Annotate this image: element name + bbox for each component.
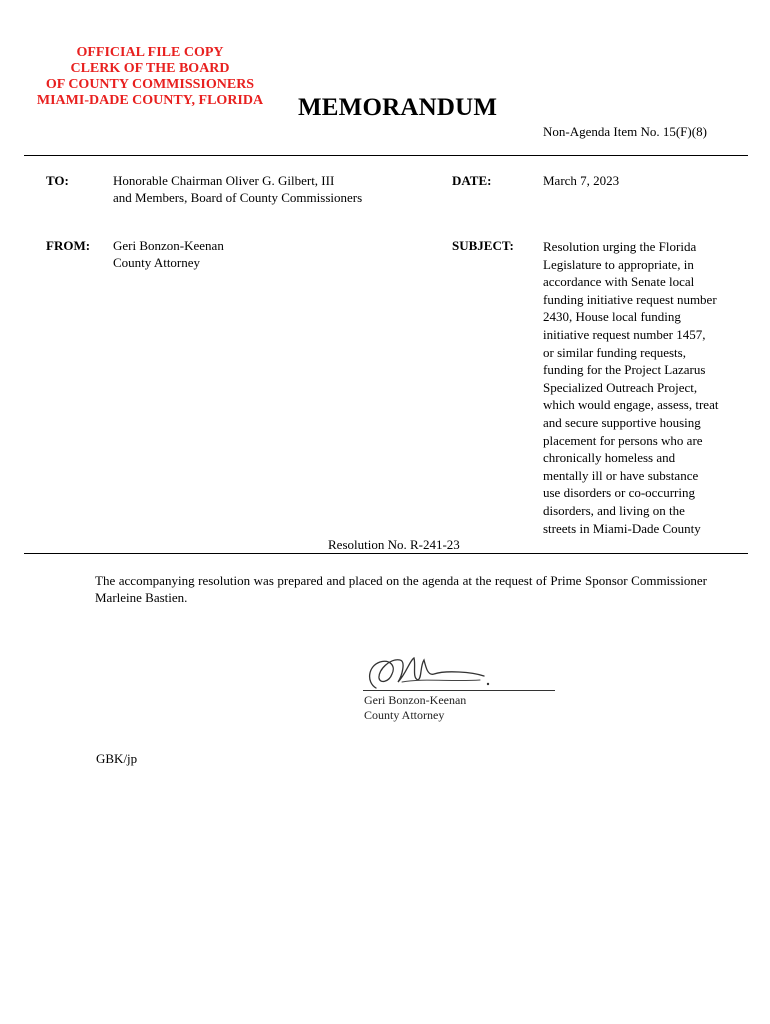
stamp-line: OF COUNTY COMMISSIONERS — [45, 77, 255, 92]
from-sender — [113, 237, 224, 271]
subject-line: Legislature to appropriate, in — [543, 256, 694, 272]
signature-line — [363, 690, 555, 691]
subject-text — [543, 238, 753, 537]
body-divider — [24, 553, 748, 554]
subject-line: and secure supportive housing — [543, 414, 701, 430]
signature-image — [362, 652, 562, 692]
subject-label: SUBJECT: — [452, 238, 514, 253]
subject-line: chronically homeless and — [543, 450, 676, 466]
to-line: Honorable Chairman Oliver G. Gilbert, III — [113, 173, 335, 188]
clerk-stamp — [20, 45, 280, 109]
stamp-line: MIAMI-DADE COUNTY, FLORIDA — [36, 93, 264, 108]
signer-name: Geri Bonzon-Keenan — [364, 693, 467, 707]
subject-line: which would engage, assess, treat — [543, 397, 719, 413]
typist-initials: GBK/jp — [96, 751, 138, 766]
from-line: County Attorney — [113, 255, 201, 270]
memo-title: MEMORANDUM — [298, 94, 498, 121]
signature-block — [364, 693, 466, 723]
subject-line: Specialized Outreach Project, — [543, 379, 698, 395]
subject-line: disorders, and living on the — [543, 502, 685, 518]
body-paragraph: The accompanying resolution was prepared and placed on the agenda at the request of Prime Sponsor Commissioner Marleine Bastien. — [95, 573, 707, 605]
subject-line: funding initiative request number — [543, 291, 717, 307]
subject-line: funding for the Project Lazarus — [543, 362, 706, 378]
stamp-line: OFFICIAL FILE COPY — [76, 45, 224, 60]
from-label: FROM: — [46, 238, 91, 253]
header-divider — [24, 155, 748, 156]
subject-line: accordance with Senate local — [543, 274, 695, 290]
to-recipient — [113, 172, 362, 206]
subject-line: Resolution urging the Florida — [543, 239, 697, 254]
date-label: DATE: — [452, 173, 492, 188]
subject-line: or similar funding requests, — [543, 344, 686, 360]
agenda-item-number: Non-Agenda Item No. 15(F)(8) — [543, 124, 707, 139]
subject-line: 2430, House local funding — [543, 309, 681, 325]
subject-line: streets in Miami-Dade County — [543, 520, 701, 536]
signer-title: County Attorney — [364, 708, 445, 722]
subject-line: use disorders or co-occurring — [543, 485, 695, 501]
date-value: March 7, 2023 — [543, 173, 620, 188]
from-line: Geri Bonzon-Keenan — [113, 238, 224, 253]
subject-line: initiative request number 1457, — [543, 326, 706, 342]
resolution-number: Resolution No. R-241-23 — [328, 537, 460, 552]
to-line: and Members, Board of County Commissioners — [113, 190, 363, 205]
stamp-line: CLERK OF THE BOARD — [70, 61, 230, 76]
subject-line: placement for persons who are — [543, 432, 703, 448]
subject-line: mentally ill or have substance — [543, 467, 699, 483]
to-label: TO: — [46, 173, 69, 188]
